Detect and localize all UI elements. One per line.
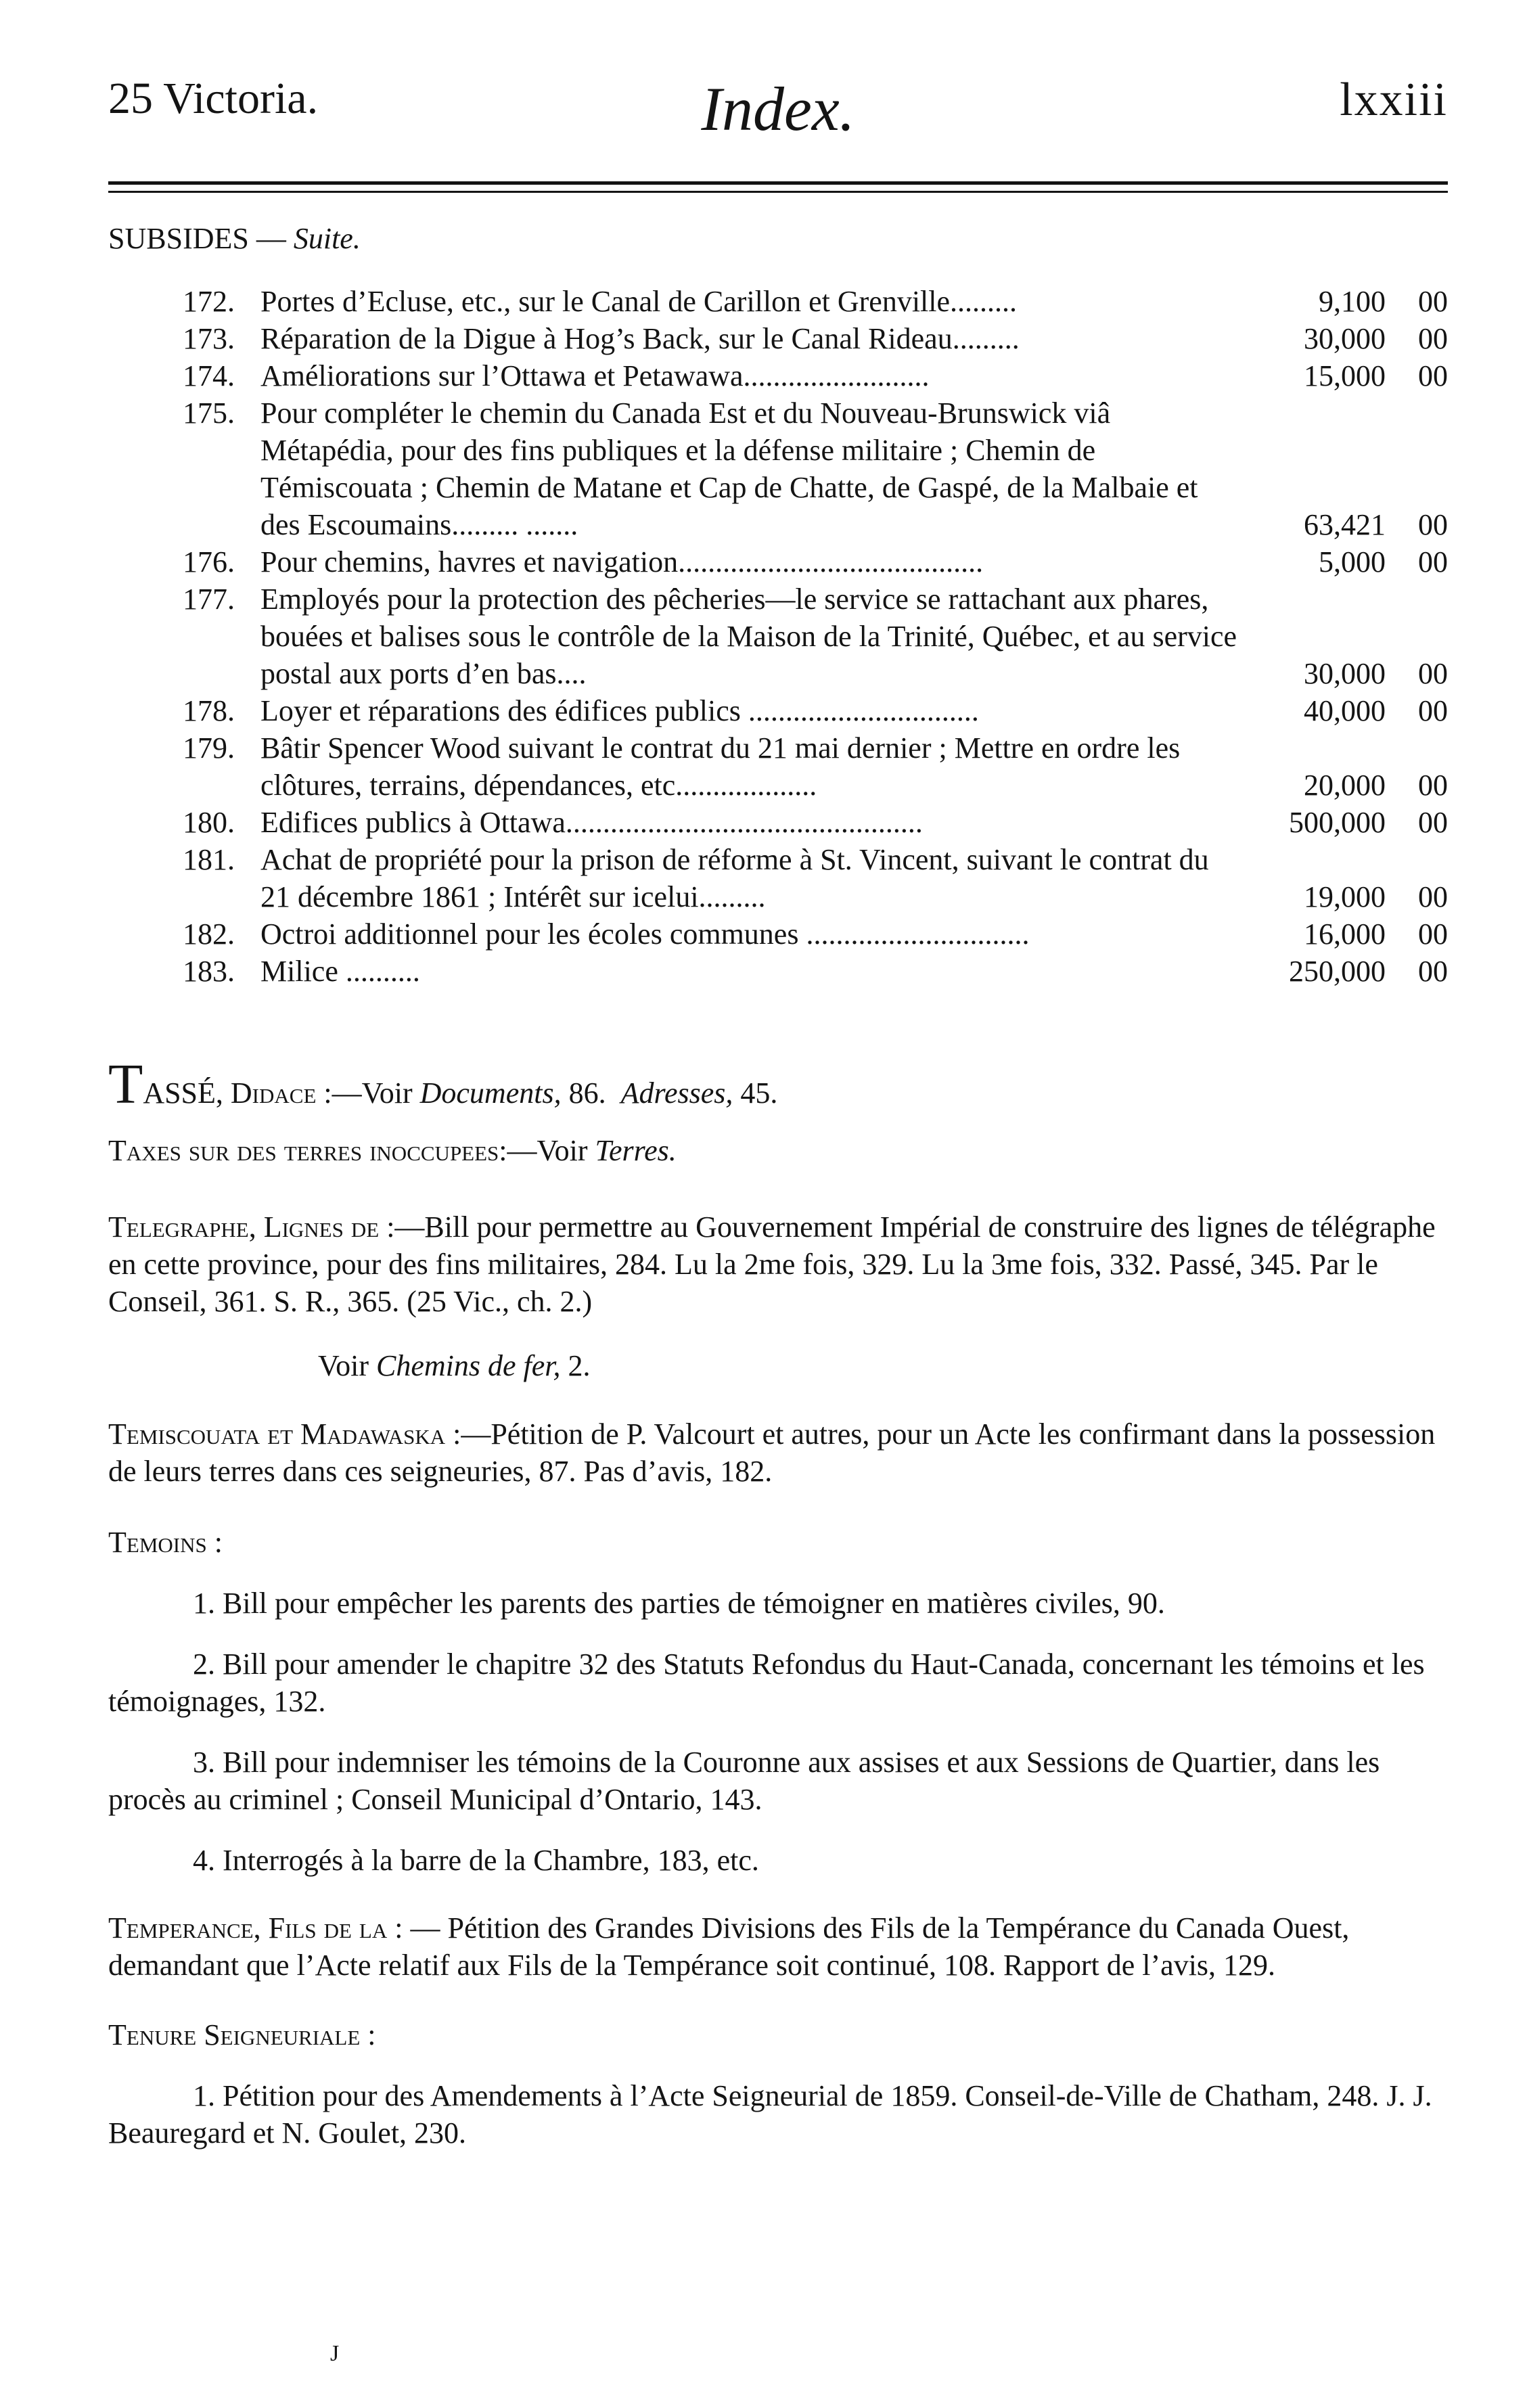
subsides-item-179 [108, 729, 1448, 804]
item-number: 177. [183, 583, 235, 616]
header-title: Index. [701, 74, 855, 143]
item-cents: 00 [1418, 806, 1448, 839]
header-regnal-year: 25 Victoria. [108, 74, 319, 123]
subsides-item-183 [108, 953, 1448, 990]
subsides-item-173 [108, 320, 1448, 357]
item-dollars: 30,000 [1304, 657, 1386, 690]
item-dollars: 20,000 [1304, 769, 1386, 802]
item-dollars: 40,000 [1304, 694, 1386, 727]
tasse-ref-adresses: Adresses, [620, 1076, 733, 1110]
item-dollars: 30,000 [1304, 322, 1386, 355]
item-amount [1252, 320, 1448, 357]
subsides-item-176 [108, 543, 1448, 581]
item-dollars: 63,421 [1304, 508, 1386, 541]
entry-temiscouata [108, 1415, 1448, 1490]
item-cents: 00 [1418, 657, 1448, 690]
running-header [108, 73, 1448, 147]
item-description: Octroi additionnel pour les écoles communes .............................. [260, 917, 1030, 951]
entry-taxes [108, 1132, 1448, 1169]
item-number: 180. [183, 806, 235, 839]
item-description: Pour chemins, havres et navigation......................................... [260, 545, 984, 578]
tasse-ref-adresses-num: 45. [740, 1076, 778, 1110]
item-cents: 00 [1418, 322, 1448, 355]
item-cents: 00 [1418, 880, 1448, 913]
telegraphe-voir-line [108, 1347, 1448, 1384]
tasse-voir: :—Voir [323, 1076, 413, 1110]
temiscouata-text: :—Pétition de P. Valcourt et autres, pour un Acte les confirmant dans la possession de leurs terres dans ces seigneuries, 87. Pas d’avis, 182. [108, 1417, 1436, 1488]
temiscouata-title: Temiscouata et Madawaska [108, 1417, 446, 1451]
index-content [108, 220, 1448, 2152]
item-dollars: 9,100 [1319, 285, 1386, 318]
tenure-heading: Tenure Seigneuriale : [108, 2018, 376, 2051]
temperance-text: — Pétition des Grandes Divisions des Fils de la Tempérance du Canada Ouest, demandant que l’Acte relatif aux Fils de la Tempérance soit continué, 108. Rapport de l’avis, 129. [108, 1911, 1350, 1982]
subsides-item-174 [108, 357, 1448, 394]
subsides-heading-title: SUBSIDES — [108, 222, 286, 255]
item-number: 182. [183, 917, 235, 951]
item-description: Edifices publics à Ottawa................................................ [260, 806, 923, 839]
item-description: Achat de propriété pour la prison de réforme à St. Vincent, suivant le contrat du 21 décembre 1861 ; Intérêt sur icelui......... [260, 843, 1209, 913]
telegraphe-voir-ref: Chemins de fer, [375, 1349, 561, 1382]
item-dollars: 250,000 [1289, 955, 1386, 988]
subsides-item-175 [108, 394, 1448, 543]
temoins-item-4: 4. Interrogés à la barre de la Chambre, 183, etc. [193, 1844, 759, 1877]
item-dollars: 500,000 [1289, 806, 1386, 839]
item-amount [1252, 506, 1448, 543]
item-amount [1252, 357, 1448, 394]
item-amount [1252, 878, 1448, 915]
item-number: 178. [183, 694, 235, 727]
tasse-ref-documents: Documents, [419, 1076, 562, 1110]
subsides-item-177 [108, 581, 1448, 692]
tasse-ref-documents-num: 86. [568, 1076, 606, 1110]
tenure-item-1: 1. Pétition pour des Amendements à l’Acte Seigneurial de 1859. Conseil-de-Ville de Chatham, 248. J. J. Beauregard et N. Goulet, 230. [108, 2079, 1432, 2150]
item-cents: 00 [1418, 769, 1448, 802]
item-number: 176. [183, 545, 235, 578]
item-description: Loyer et réparations des édifices publics ............................... [260, 694, 979, 727]
item-number: 175. [183, 396, 235, 430]
item-amount [1252, 915, 1448, 953]
telegraphe-title: Telegraphe, Lignes de [108, 1210, 380, 1244]
item-cents: 00 [1418, 285, 1448, 318]
temoins-heading: Temoins : [108, 1526, 223, 1559]
item-number: 181. [183, 843, 235, 876]
item-description: Réparation de la Digue à Hog’s Back, sur le Canal Rideau......... [260, 322, 1020, 355]
item-number: 172. [183, 285, 235, 318]
header-rule-thick [108, 181, 1448, 185]
taxes-ref: Terres. [595, 1134, 677, 1167]
temoins-item-3: 3. Bill pour indemniser les témoins de la Couronne aux assises et aux Sessions de Quartier, dans les procès au criminel ; Conseil Municipal d’Ontario, 143. [108, 1746, 1380, 1816]
header-rule-thin [108, 191, 1448, 193]
item-cents: 00 [1418, 508, 1448, 541]
item-number: 173. [183, 322, 235, 355]
tasse-name: ASSÉ, Didace [143, 1076, 317, 1110]
subsides-heading-suffix: Suite. [293, 222, 361, 255]
item-dollars: 16,000 [1304, 917, 1386, 951]
subsides-item-180 [108, 804, 1448, 841]
item-description: Employés pour la protection des pêcheries—le service se rattachant aux phares, bouées et balises sous le contrôle de la Maison de la Trinité, Québec, et au service postal aux ports d’en bas.... [260, 583, 1237, 690]
item-amount [1252, 692, 1448, 729]
item-description: Améliorations sur l’Ottawa et Petawawa......................... [260, 359, 930, 392]
item-amount [1252, 953, 1448, 990]
item-description: Bâtir Spencer Wood suivant le contrat du 21 mai dernier ; Mettre en ordre les clôtures, terrains, dépendances, etc................... [260, 731, 1181, 802]
header-page-number: lxxiii [1340, 74, 1448, 126]
item-cents: 00 [1418, 694, 1448, 727]
taxes-title: Taxes sur des terres inoccupees [108, 1134, 499, 1167]
item-number: 179. [183, 731, 235, 765]
item-cents: 00 [1418, 917, 1448, 951]
subsides-item-181 [108, 841, 1448, 915]
entry-telegraphe [108, 1208, 1448, 1320]
signature-mark: J [330, 2341, 340, 2366]
item-cents: 00 [1418, 955, 1448, 988]
item-amount [1252, 804, 1448, 841]
item-amount [1252, 655, 1448, 692]
entry-tasse [108, 1053, 1448, 1116]
item-cents: 00 [1418, 545, 1448, 578]
item-description: Milice .......... [260, 955, 420, 988]
temoins-item-1: 1. Bill pour empêcher les parents des parties de témoigner en matières civiles, 90. [193, 1587, 1165, 1620]
item-amount [1252, 767, 1448, 804]
subsides-item-178 [108, 692, 1448, 729]
item-dollars: 19,000 [1304, 880, 1386, 913]
temoins-item-2: 2. Bill pour amender le chapitre 32 des Statuts Refondus du Haut-Canada, concernant les témoins et les témoignages, 132. [108, 1648, 1425, 1718]
tasse-dropcap: T [108, 1053, 143, 1116]
subsides-item-182 [108, 915, 1448, 953]
subsides-heading [108, 220, 1448, 257]
telegraphe-voir-num: 2. [568, 1349, 591, 1382]
item-dollars: 5,000 [1319, 545, 1386, 578]
item-number: 174. [183, 359, 235, 392]
entry-temperance [108, 1909, 1448, 1984]
subsides-list [108, 283, 1448, 990]
item-dollars: 15,000 [1304, 359, 1386, 392]
item-amount [1252, 283, 1448, 320]
item-description: Pour compléter le chemin du Canada Est et du Nouveau-Brunswick viâ Métapédia, pour des fins publiques et la défense militaire ; Chemin de Témiscouata ; Chemin de Matane et Cap de Chatte, de Gaspé, de la Malbaie et des Escoumains......... ....... [260, 396, 1198, 541]
item-number: 183. [183, 955, 235, 988]
item-cents: 00 [1418, 359, 1448, 392]
temperance-title: Temperance, Fils de la : [108, 1911, 403, 1945]
telegraphe-text: :—Bill pour permettre au Gouvernement Impérial de construire des lignes de télégraphe en cette province, pour des fins militaires, 284. Lu la 2me fois, 329. Lu la 3me fois, 332. Passé, 345. Par le Conseil, 361. S. R., 365. (25 Vic., ch. 2.) [108, 1210, 1436, 1318]
item-amount [1252, 543, 1448, 581]
taxes-voir: :—Voir [499, 1134, 588, 1167]
item-description: Portes d’Ecluse, etc., sur le Canal de Carillon et Grenville......... [260, 285, 1018, 318]
subsides-item-172 [108, 283, 1448, 320]
telegraphe-voir: Voir [318, 1349, 369, 1382]
